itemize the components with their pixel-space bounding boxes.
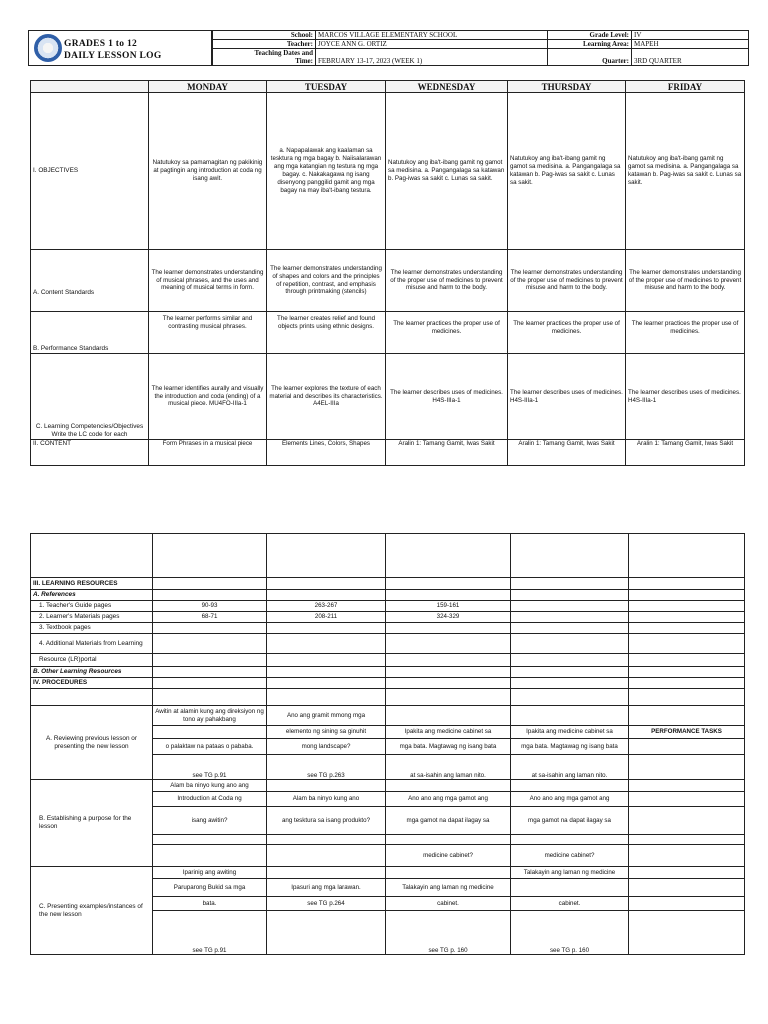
cell-thursday: The learner practices the proper use of medicines. [508,312,626,354]
lm-tuesday: 208-211 [267,612,386,623]
examples-cell: see TG p. 160 [511,911,629,955]
purpose-cell [511,780,629,792]
review-cell: at sa-isahin ang laman nito. [386,755,511,780]
review-cell: Ipakita ang medicine cabinet sa [511,726,629,739]
lm-friday [629,612,745,623]
examples-cell: bata. [153,897,267,911]
performance-standards-row [31,312,745,354]
dates-label-2: Time: [213,57,316,66]
purpose-cell: isang awitin? [153,807,267,835]
cell-wednesday: The learner demonstrates understanding of the proper use of medicines to prevent misuse and harm to the body. [386,250,508,312]
cell-wednesday: The learner practices the proper use of medicines. [386,312,508,354]
purpose-cell: Ano ano ang mga gamot ang [511,792,629,807]
cell-tuesday: The learner creates relief and found objects prints using ethnic designs. [267,312,386,354]
day-monday: MONDAY [149,81,267,93]
review-cell [386,706,511,726]
row-label: I. OBJECTIVES [31,93,149,250]
examples-row [31,867,745,879]
examples-cell: Talakayin ang laman ng medicine [511,867,629,879]
row-label: II. CONTENT [31,440,149,466]
review-cell: o palaktaw na pataas o pababa. [153,739,267,755]
review-cell: mga bata. Magtawag ng isang bata [511,739,629,755]
cell-tuesday: The learner demonstrates understanding of shapes and colors and the principles of repetition, contrast, and emphasis through printmaking (stencils) [267,250,386,312]
procedures-heading-row [31,678,745,689]
grade-value: IV [632,31,749,40]
school-label: School: [213,31,316,40]
review-label: A. Reviewing previous lesson or presenting the new lesson [31,706,153,780]
cell-tuesday: a. Napapalawak ang kaalaman sa tesktura ng mga bagay b. Naiisalarawan ang mga katangian ng testura ng mga bagay. c. Nakakagawa ng isang disenyong panggilid gamit ang mga bagay na may iba't-ibang testura. [267,93,386,250]
purpose-cell: medicine cabinet? [386,845,511,867]
review-cell [511,706,629,726]
review-cell: Ipakita ang medicine cabinet sa [386,726,511,739]
lm-wednesday: 324-329 [386,612,511,623]
school-value: MARCOS VILLAGE ELEMENTARY SCHOOL [316,31,548,40]
content-standards-row [31,250,745,312]
purpose-cell [629,845,745,867]
objectives-table [30,92,745,466]
area-value: MAPEH [632,40,749,49]
review-cell: Ano ang gramit mmong mga [267,706,386,726]
purpose-cell [267,780,386,792]
cell-monday: Natutukoy sa pamamagitan ng pakikinig at pagtingin ang introduction at coda ng isang awit. [149,93,267,250]
cell-thursday: The learner describes uses of medicines. H4S-IIIa-1 [508,354,626,440]
cell-wednesday: The learner describes uses of medicines. H4S-IIIa-1 [386,354,508,440]
examples-cell: cabinet. [511,897,629,911]
examples-cell: cabinet. [386,897,511,911]
cell-monday: The learner identifies aurally and visually the introduction and coda (ending) of a musical piece. MU4FO-IIIa-1 [149,354,267,440]
content-row [31,440,745,466]
examples-cell: Ipasuri ang mga larawan. [267,879,386,897]
day-tuesday: TUESDAY [267,81,386,93]
cell-friday: Aralin 1: Tamang Gamit, Iwas Sakit [626,440,745,466]
day-friday: FRIDAY [626,81,745,93]
review-cell: see TG p.91 [153,755,267,780]
lr-label: Resource (LR)portal [31,654,153,667]
purpose-cell: medicine cabinet? [511,845,629,867]
cell-monday: The learner demonstrates understanding of musical phrases, and the uses and meaning of musical terms in form. [149,250,267,312]
resources-procedures-table [30,533,745,955]
log-title-line1: GRADES 1 to 12 [64,39,138,49]
row-label: C. Learning Competencies/Objectives [35,422,144,430]
teacher-label: Teacher: [213,40,316,49]
quarter-label: Quarter: [548,57,632,66]
other-resources-row [31,667,745,678]
purpose-cell [267,845,386,867]
log-title [64,38,162,62]
objectives-row [31,93,745,250]
cell-friday: Natutukoy ang iba't-ibang gamit ng gamot sa medisina. a. Pangangalaga sa katawan b. Pag-iwas sa sakit c. Lunas sa sakit. [626,93,745,250]
purpose-cell [629,792,745,807]
deped-seal-icon [34,34,62,62]
review-cell [153,726,267,739]
textbook-row [31,623,745,634]
lm-label: 2. Learner's Materials pages [31,612,153,623]
references-row [31,590,745,601]
cell-thursday: Natutukoy ang iba't-ibang gamit ng gamot sa medisina. a. Pangangalaga sa katawan b. Pag-iwas sa sakit c. Lunas sa sakit. [508,93,626,250]
examples-cell: Iparinig ang awiting [153,867,267,879]
row-label: B. Performance Standards [31,312,149,354]
purpose-label: B. Establishing a purpose for the lesson [31,780,153,867]
purpose-cell [153,845,267,867]
review-cell: Awitin at alamin kung ang direksiyon ng tono ay pahakbang [153,706,267,726]
review-cell [629,739,745,755]
examples-cell: see TG p.264 [267,897,386,911]
lm-pages-row [31,612,745,623]
references-label: A. References [31,590,153,601]
other-resources-label: B. Other Learning Resources [31,667,153,678]
purpose-cell: mga gamot na dapat ilagay sa [511,807,629,835]
day-thursday: THURSDAY [508,81,626,93]
examples-cell: see TG p.91 [153,911,267,955]
review-cell: elemento ng sining sa ginuhit [267,726,386,739]
tg-wednesday: 159-161 [386,601,511,612]
info-table [212,30,749,66]
examples-cell: see TG p. 160 [386,911,511,955]
tg-thursday [511,601,629,612]
teacher-value: JOYCE ANN G. ORTIZ [316,40,548,49]
cell-friday: The learner describes uses of medicines. H4S-IIIa-1 [626,354,745,440]
examples-cell: Talakayin ang laman ng medicine [386,879,511,897]
examples-cell [386,867,511,879]
row-label: A. Content Standards [31,250,149,312]
lr-portal-row [31,654,745,667]
review-cell: at sa-isahin ang laman nito. [511,755,629,780]
purpose-cell: Ano ano ang mga gamot ang [386,792,511,807]
examples-cell [629,911,745,955]
grade-label: Grade Level: [548,31,632,40]
lm-monday: 68-71 [153,612,267,623]
tg-tuesday: 263-267 [267,601,386,612]
cell-monday: The learner performs similar and contrasting musical phrases. [149,312,267,354]
purpose-cell: Alam ba ninyo kung ano ang [153,780,267,792]
additional-label: 4. Additional Materials from Learning [31,634,153,654]
tg-monday: 90-93 [153,601,267,612]
cell-wednesday: Natutukoy ang iba't-ibang gamit ng gamot sa medisina. a. Pangangalaga sa katawan b. Pag-iwas sa sakit c. Lunas sa sakit. [386,93,508,250]
lm-thursday [511,612,629,623]
cell-tuesday: The learner explores the texture of each material and describes its characteristics. A4EL-IIIa [267,354,386,440]
competencies-row [31,354,745,440]
examples-cell [629,867,745,879]
tg-label: 1. Teacher's Guide pages [31,601,153,612]
cell-wednesday: Aralin 1: Tamang Gamit, Iwas Sakit [386,440,508,466]
cell-friday: The learner demonstrates understanding of the proper use of medicines to prevent misuse and harm to the body. [626,250,745,312]
review-cell: mong landscape? [267,739,386,755]
additional-materials-row [31,634,745,654]
area-label: Learning Area: [548,40,632,49]
purpose-cell: Introduction at Coda ng [153,792,267,807]
dates-label-1: Teaching Dates and [213,49,316,58]
tg-pages-row [31,601,745,612]
quarter-value: 3RD QUARTER [632,57,749,66]
purpose-cell: mga gamot na dapat ilagay sa [386,807,511,835]
resources-heading-row [31,578,745,590]
examples-cell [511,879,629,897]
examples-cell [629,879,745,897]
procedures-heading: IV. PROCEDURES [31,678,153,689]
examples-cell [629,897,745,911]
review-cell: see TG p.263 [267,755,386,780]
review-cell: mga bata. Magtawag ng isang bata [386,739,511,755]
examples-cell [267,911,386,955]
cell-friday: The learner practices the proper use of medicines. [626,312,745,354]
purpose-row [31,780,745,792]
day-wednesday: WEDNESDAY [386,81,508,93]
purpose-cell [629,807,745,835]
purpose-cell [386,780,511,792]
log-title-line2: DAILY LESSON LOG [64,51,162,61]
purpose-cell: Alam ba ninyo kung ano [267,792,386,807]
examples-cell: Paruparong Bukid sa mga [153,879,267,897]
dates-value: FEBRUARY 13-17, 2023 (WEEK 1) [316,57,548,66]
performance-tasks: PERFORMANCE TASKS [629,726,745,739]
resources-heading: III. LEARNING RESOURCES [31,578,153,590]
review-row [31,706,745,726]
tg-friday [629,601,745,612]
cell-thursday: The learner demonstrates understanding of the proper use of medicines to prevent misuse and harm to the body. [508,250,626,312]
row-label-note: Write the LC code for each [51,430,128,438]
cell-tuesday: Elements Lines, Colors, Shapes [267,440,386,466]
cell-thursday: Aralin 1: Tamang Gamit, Iwas Sakit [508,440,626,466]
purpose-cell [629,780,745,792]
textbook-label: 3. Textbook pages [31,623,153,634]
examples-cell [267,867,386,879]
review-cell [629,755,745,780]
examples-label: C. Presenting examples/instances of the new lesson [31,867,153,955]
review-cell [629,706,745,726]
purpose-cell: ang tesktura sa isang produkto? [267,807,386,835]
cell-monday: Form Phrases in a musical piece [149,440,267,466]
